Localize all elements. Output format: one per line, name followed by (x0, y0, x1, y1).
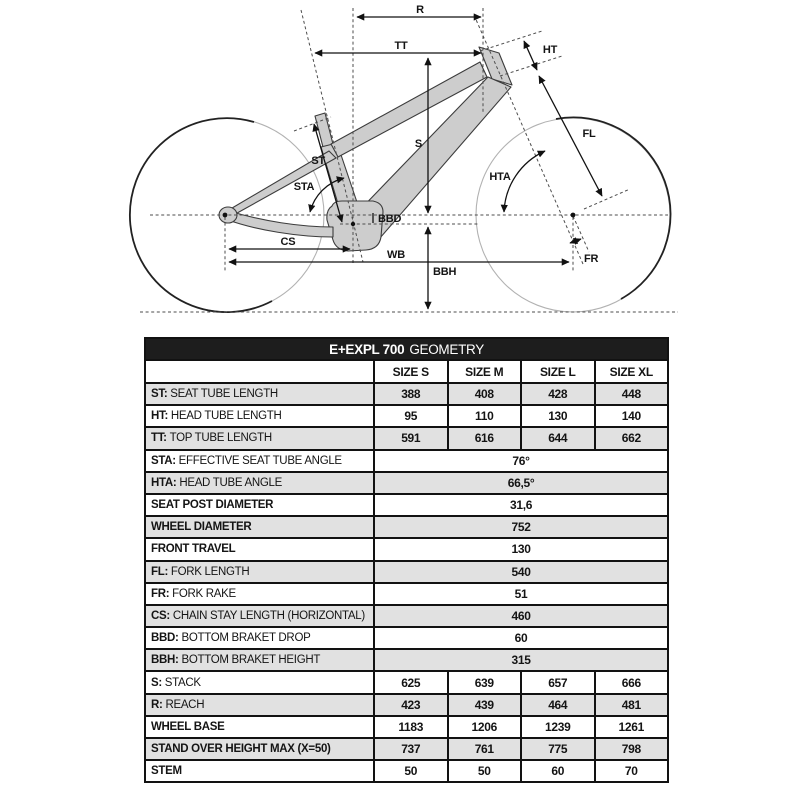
row-label (145, 627, 374, 649)
value-cell-merged: 130 (374, 538, 668, 560)
row-label (145, 494, 374, 516)
row-label (145, 450, 374, 472)
row-label (145, 605, 374, 627)
value-cell-merged: 66,5° (374, 472, 668, 494)
row-label (145, 383, 374, 405)
label-wheel-base: WB (387, 249, 405, 261)
fork-end-perpendicular (584, 189, 630, 209)
row-label-text: STEM (151, 765, 182, 778)
value-cell: 1183 (374, 716, 448, 738)
row-label-text: BOTTOM BRAKET DROP (181, 632, 311, 645)
row-label-prefix: BBD: (151, 632, 182, 645)
header-size-xl: SIZE XL (595, 360, 669, 383)
row-label (145, 649, 374, 671)
table-row (145, 494, 668, 516)
value-cell: 1239 (521, 716, 595, 738)
bike-geometry-diagram (0, 0, 800, 332)
value-cell: 625 (374, 671, 448, 693)
table-row (145, 561, 668, 583)
row-label-text: SEAT TUBE LENGTH (170, 388, 278, 401)
header-size-m: SIZE M (448, 360, 522, 383)
table-row (145, 716, 668, 738)
table-title-row (145, 338, 668, 360)
row-label (145, 472, 374, 494)
row-label (145, 538, 374, 560)
value-cell-merged: 76° (374, 450, 668, 472)
value-cell: 70 (595, 760, 669, 782)
value-cell: 1206 (448, 716, 522, 738)
rear-axle-dot (223, 213, 228, 218)
label-bb-height: BBH (433, 266, 457, 278)
value-cell: 50 (374, 760, 448, 782)
value-cell-merged: 752 (374, 516, 668, 538)
table-row (145, 760, 668, 782)
value-cell: 408 (448, 383, 522, 405)
value-cell: 130 (521, 405, 595, 427)
value-cell: 388 (374, 383, 448, 405)
bb-dot (351, 222, 355, 226)
row-label-text: SEAT POST DIAMETER (151, 499, 274, 512)
value-cell-merged: 51 (374, 583, 668, 605)
value-cell: 50 (448, 760, 522, 782)
table-row (145, 627, 668, 649)
row-label-text: REACH (165, 698, 205, 711)
head-top-extension (480, 31, 542, 51)
row-label (145, 671, 374, 693)
value-cell: 428 (521, 383, 595, 405)
value-cell: 140 (595, 405, 669, 427)
label-chain-stay: CS (280, 236, 296, 248)
label-stack: S (414, 138, 422, 150)
value-cell: 737 (374, 738, 448, 760)
table-row (145, 649, 668, 671)
row-label-text: WHEEL DIAMETER (151, 521, 252, 534)
value-cell: 1261 (595, 716, 669, 738)
table-row (145, 538, 668, 560)
table-row (145, 694, 668, 716)
header-size-l: SIZE L (521, 360, 595, 383)
value-cell: 666 (595, 671, 669, 693)
table-row (145, 738, 668, 760)
fork-rake-tick (570, 239, 581, 243)
row-label (145, 583, 374, 605)
label-seat-angle: STA (293, 181, 315, 193)
value-cell: 616 (448, 427, 522, 449)
value-cell: 591 (374, 427, 448, 449)
table-header-row (145, 360, 668, 383)
value-cell-merged: 60 (374, 627, 668, 649)
label-head-angle: HTA (489, 171, 511, 183)
table-title (145, 338, 668, 360)
table-title-suffix: GEOMETRY (409, 341, 484, 357)
row-label (145, 427, 374, 449)
row-label-prefix: HT: (151, 410, 171, 423)
table-row (145, 671, 668, 693)
row-label-prefix: FL: (151, 565, 171, 578)
head-bottom-extension (500, 56, 562, 76)
row-label-text: HEAD TUBE LENGTH (170, 410, 282, 423)
row-label-prefix: HTA: (151, 476, 180, 489)
table-title-model: E+EXPL 700 (329, 341, 405, 357)
value-cell: 439 (448, 694, 522, 716)
value-cell: 761 (448, 738, 522, 760)
row-label-prefix: FR: (151, 587, 173, 600)
table-row (145, 450, 668, 472)
row-label-text: EFFECTIVE SEAT TUBE ANGLE (178, 454, 342, 467)
row-label-text: WHEEL BASE (151, 720, 225, 733)
head-tube (479, 47, 512, 85)
value-cell: 464 (521, 694, 595, 716)
value-cell-merged: 460 (374, 605, 668, 627)
label-seat-tube: ST (311, 155, 325, 167)
table-row (145, 605, 668, 627)
value-cell: 639 (448, 671, 522, 693)
value-cell-merged: 31,6 (374, 494, 668, 516)
value-cell: 448 (595, 383, 669, 405)
row-label (145, 738, 374, 760)
row-label (145, 716, 374, 738)
value-cell: 481 (595, 694, 669, 716)
value-cell: 110 (448, 405, 522, 427)
row-label-text: BOTTOM BRAKET HEIGHT (181, 654, 321, 667)
value-cell: 775 (521, 738, 595, 760)
value-cell: 423 (374, 694, 448, 716)
row-label-text: CHAIN STAY LENGTH (HORIZONTAL) (172, 609, 365, 622)
row-label-prefix: BBH: (151, 654, 182, 667)
row-label-text: HEAD TUBE ANGLE (179, 476, 282, 489)
value-cell-merged: 315 (374, 649, 668, 671)
row-label-prefix: STA: (151, 454, 179, 467)
row-label (145, 694, 374, 716)
label-fork-length: FL (582, 128, 596, 140)
header-size-s: SIZE S (374, 360, 448, 383)
geometry-table-body (145, 383, 668, 782)
row-label-text: STAND OVER HEIGHT MAX (X=50) (151, 743, 331, 756)
head-tube-arrow (524, 41, 537, 70)
label-head-tube: HT (542, 44, 558, 56)
bike-frame (219, 47, 512, 251)
row-label (145, 405, 374, 427)
label-bb-drop: BBD (378, 213, 402, 225)
table-row (145, 427, 668, 449)
row-label-prefix: S: (151, 676, 165, 689)
row-label-prefix: TT: (151, 432, 170, 445)
table-row (145, 472, 668, 494)
label-top-tube: TT (394, 40, 408, 52)
row-label (145, 561, 374, 583)
row-label-prefix: CS: (151, 609, 173, 622)
row-label (145, 516, 374, 538)
value-cell: 657 (521, 671, 595, 693)
value-cell: 60 (521, 760, 595, 782)
row-label-text: FORK LENGTH (170, 565, 250, 578)
value-cell: 644 (521, 427, 595, 449)
row-label-text: TOP TUBE LENGTH (169, 432, 272, 445)
front-axle-dot (571, 213, 576, 218)
table-row (145, 383, 668, 405)
table-row (145, 405, 668, 427)
table-row (145, 583, 668, 605)
table-row (145, 516, 668, 538)
value-cell: 798 (595, 738, 669, 760)
row-label-text: FORK RAKE (172, 587, 236, 600)
label-reach: R (416, 4, 424, 16)
header-empty-cell (145, 360, 374, 383)
value-cell-merged: 540 (374, 561, 668, 583)
row-label-text: STACK (164, 676, 201, 689)
label-fork-rake: FR (584, 253, 599, 265)
value-cell: 95 (374, 405, 448, 427)
geometry-table (144, 337, 669, 783)
row-label-text: FRONT TRAVEL (151, 543, 236, 556)
value-cell: 662 (595, 427, 669, 449)
row-label (145, 760, 374, 782)
motor-housing (327, 201, 383, 251)
row-label-prefix: ST: (151, 388, 171, 401)
row-label-prefix: R: (151, 698, 166, 711)
